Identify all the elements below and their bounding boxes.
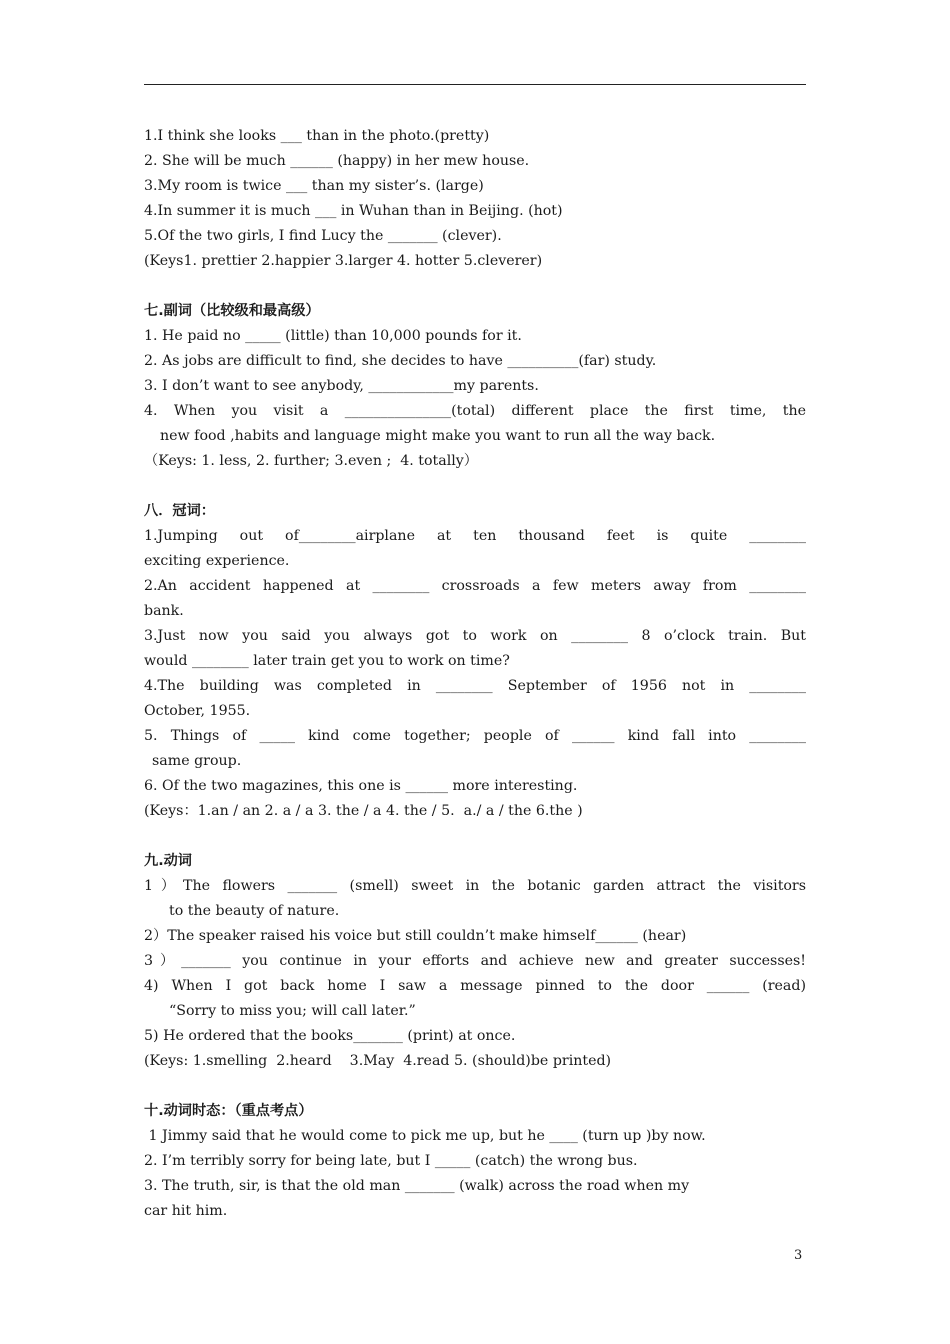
exercise-line-continued: October, 1955. xyxy=(144,703,251,719)
exercise-line: 1 Jimmy said that he would come to pick me up, but he ____ (turn up )by now. xyxy=(144,1128,706,1144)
exercise-line: 5.Of the two girls, I find Lucy the _______ (clever). xyxy=(144,228,502,244)
exercise-line: 2. As jobs are difficult to find, she decides to have __________(far) study. xyxy=(144,353,657,369)
exercise-line: 5) He ordered that the books_______ (print) at once. xyxy=(144,1028,516,1044)
exercise-line: 1. He paid no _____ (little) than 10,000 pounds for it. xyxy=(144,328,522,344)
section-verb-tenses xyxy=(144,1099,806,1224)
exercise-line: 3.My room is twice ___ than my sister’s. (large) xyxy=(144,178,484,194)
exercise-line: 3.Just now you said you always got to work on ________ 8 o’clock train. But xyxy=(144,628,806,644)
exercise-line: 3）_______ you continue in your efforts and achieve new and greater successes! xyxy=(144,953,806,969)
exercise-line: 4. When you visit a _______________(total) different place the first time, the xyxy=(144,403,806,419)
exercise-line: 1）The flowers _______ (smell) sweet in the botanic garden attract the visitors xyxy=(144,878,806,894)
exercise-line: 4) When I got back home I saw a message pinned to the door ______ (read) xyxy=(144,978,806,994)
exercise-line-continued: new food ,habits and language might make you want to run all the way back. xyxy=(160,428,716,444)
exercise-line: 2. She will be much ______ (happy) in her mew house. xyxy=(144,153,530,169)
exercise-line-continued: exciting experience. xyxy=(144,553,290,569)
section-heading: 八．冠词： xyxy=(144,503,215,519)
exercise-line-continued: “Sorry to miss you; will call later.” xyxy=(169,1003,416,1019)
answer-keys: (Keys1. prettier 2.happier 3.larger 4. hotter 5.cleverer) xyxy=(144,253,543,269)
exercise-line: 4.In summer it is much ___ in Wuhan than in Beijing. (hot) xyxy=(144,203,563,219)
comparative-adjective-exercises xyxy=(144,124,806,274)
section-heading: 九.动词 xyxy=(144,853,192,869)
header-rule xyxy=(144,84,806,85)
section-articles xyxy=(144,499,806,824)
exercise-line: 3. The truth, sir, is that the old man _______ (walk) across the road when my xyxy=(144,1178,690,1194)
exercise-line: 2.An accident happened at ________ crossroads a few meters away from ________ xyxy=(144,578,806,594)
section-verbs xyxy=(144,849,806,1074)
exercise-line-continued: to the beauty of nature. xyxy=(169,903,340,919)
exercise-line: 3. I don’t want to see anybody, ____________my parents. xyxy=(144,378,539,394)
document-body xyxy=(144,124,806,1224)
page-number: 3 xyxy=(794,1248,803,1263)
exercise-line-continued: same group. xyxy=(152,753,242,769)
section-heading: 十.动词时态：（重点考点） xyxy=(144,1103,313,1119)
exercise-line-continued: would ________ later train get you to work on time? xyxy=(144,653,510,669)
exercise-line-continued: car hit him. xyxy=(144,1203,228,1219)
exercise-line: 1.I think she looks ___ than in the photo.(pretty) xyxy=(144,128,490,144)
section-heading: 七.副词（比较级和最高级） xyxy=(144,303,320,319)
answer-keys: (Keys：1.an / an 2. a / a 3. the / a 4. the / 5. a./ a / the 6.the ) xyxy=(144,803,583,819)
exercise-line: 6. Of the two magazines, this one is ______ more interesting. xyxy=(144,778,578,794)
answer-keys: (Keys: 1.smelling 2.heard 3.May 4.read 5. (should)be printed) xyxy=(144,1053,612,1069)
exercise-line: 2）The speaker raised his voice but still couldn’t make himself______ (hear) xyxy=(144,928,687,944)
exercise-line-continued: bank. xyxy=(144,603,184,619)
exercise-line: 2. I’m terribly sorry for being late, but I _____ (catch) the wrong bus. xyxy=(144,1153,638,1169)
exercise-line: 4.The building was completed in ________ September of 1956 not in ________ xyxy=(144,678,806,694)
section-adverbs xyxy=(144,299,806,474)
answer-keys: （Keys: 1. less, 2. further; 3.even ; 4. totally） xyxy=(144,453,478,469)
exercise-line: 5. Things of _____ kind come together; people of ______ kind fall into ________ xyxy=(144,728,806,744)
exercise-line: 1.Jumping out of________airplane at ten thousand feet is quite ________ xyxy=(144,528,806,544)
